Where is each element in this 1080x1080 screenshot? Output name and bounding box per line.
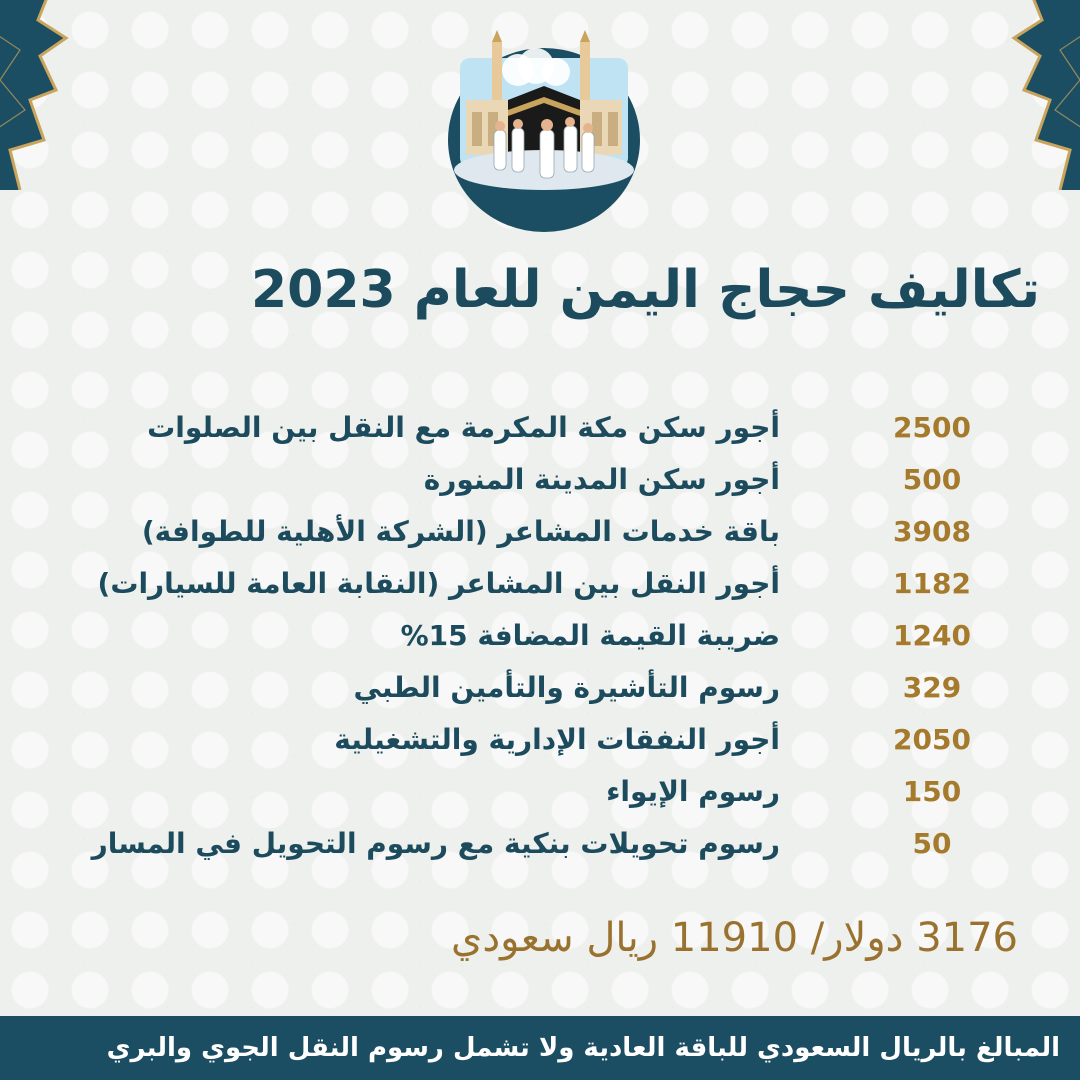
cost-value: 2050 (893, 723, 971, 756)
cost-row (40, 558, 1020, 610)
islamic-ornament-corner-left-icon (0, 0, 70, 190)
cost-label: أجور سكن مكة المكرمة مع النقل بين الصلوات (147, 411, 780, 444)
cost-row (40, 454, 1020, 506)
page-title: تكاليف حجاج اليمن للعام 2023 (250, 260, 1040, 320)
cost-label: رسوم الإيواء (606, 775, 780, 808)
cost-value: 1240 (893, 619, 971, 652)
cost-row (40, 610, 1020, 662)
cost-label: أجور سكن المدينة المنورة (423, 463, 780, 496)
cost-row (40, 766, 1020, 818)
cost-row (40, 506, 1020, 558)
cost-label: رسوم التأشيرة والتأمين الطبي (353, 671, 780, 704)
total-amount: 3176 دولار/ 11910 ريال سعودي (451, 915, 1018, 961)
cost-row (40, 402, 1020, 454)
cost-row (40, 818, 1020, 870)
cost-label: أجور النفقات الإدارية والتشغيلية (334, 723, 780, 756)
cost-value: 3908 (893, 515, 971, 548)
cost-value: 500 (902, 463, 962, 496)
kaaba-pilgrims-emblem-icon (448, 30, 640, 232)
cost-label: باقة خدمات المشاعر (الشركة الأهلية للطوافة) (141, 515, 780, 548)
cost-value: 329 (902, 671, 962, 704)
cost-value: 50 (912, 827, 952, 860)
islamic-ornament-corner-right-icon (1010, 0, 1080, 190)
cost-label: رسوم تحويلات بنكية مع رسوم التحويل في المسار (91, 827, 780, 860)
cost-value: 150 (902, 775, 962, 808)
cost-label: ضريبة القيمة المضافة 15% (400, 619, 780, 652)
cost-row (40, 662, 1020, 714)
cost-value: 2500 (893, 411, 971, 444)
cost-list (40, 402, 1020, 870)
footer-bar (0, 1016, 1080, 1080)
cost-row (40, 714, 1020, 766)
cost-value: 1182 (893, 567, 971, 600)
cost-label: أجور النقل بين المشاعر (النقابة العامة للسيارات) (97, 567, 780, 600)
footer-note: المبالغ بالريال السعودي للباقة العادية ولا تشمل رسوم النقل الجوي والبري (106, 1033, 1060, 1063)
